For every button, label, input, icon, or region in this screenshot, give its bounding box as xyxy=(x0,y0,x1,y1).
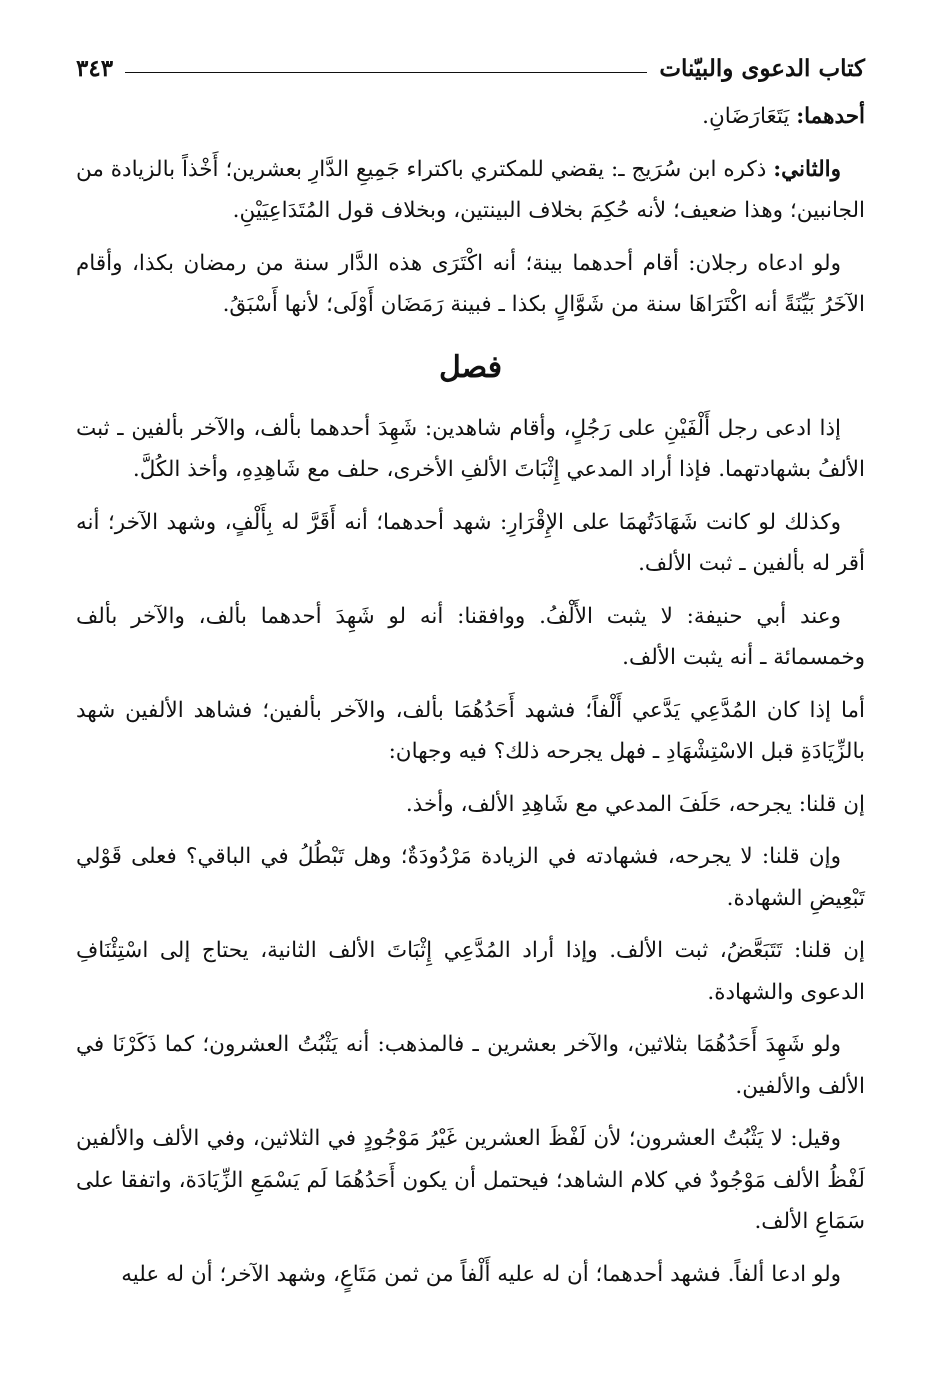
paragraph-text: وإن قلنا: لا يجرحه، فشهادته في الزيادة مَرْدُودَةٌ؛ وهل تَبْطُلُ في الباقي؟ فعلى قَوْلي تَبْعِيضِ الشهادة. xyxy=(76,844,865,911)
paragraph xyxy=(76,149,865,232)
paragraph xyxy=(76,596,865,679)
paragraph-text: وقيل: لا يَثْبُتُ العشرون؛ لأن لَفْظَ العشرين غَيْرُ مَوْجُودٍ في الثلاثين، وفي الألف والألفين لَفْظُ الألف مَوْجُودٌ في كلام الشاهد؛ فيحتمل أن يكون أَحَدُهُمَا لَم يَسْمَعِ الزِّيَادَة، واتفقا على سَمَاعِ الألف. xyxy=(76,1126,865,1234)
paragraph xyxy=(76,502,865,585)
book-title: كتاب الدعوى والبيّنات xyxy=(659,54,865,82)
paragraph-text: ولو ادعا ألفاً. فشهد أحدهما؛ أن له عليه أَلْفاً من ثمن مَتَاعٍ، وشهد الآخر؛ أن له عليه xyxy=(121,1261,841,1287)
paragraph xyxy=(76,96,865,138)
paragraph-text: إن قلنا: يجرحه، حَلَفَ المدعي مع شَاهِدِ الألف، وأخذ. xyxy=(405,791,865,817)
paragraph-text: يَتَعَارَضَانِ. xyxy=(702,104,797,129)
header-rule xyxy=(125,72,647,73)
paragraph xyxy=(76,1118,865,1243)
paragraph-lead: أحدهما: xyxy=(796,104,865,129)
paragraph xyxy=(76,1024,865,1107)
paragraph-text: ولو شَهِدَ أَحَدُهُمَا بثلاثين، والآخر بعشرين ـ فالمذهب: أنه يَثْبُتُ العشرون؛ كما ذَكَرْنَا في الألف والألفين. xyxy=(76,1032,865,1099)
paragraph xyxy=(76,690,865,773)
paragraph-text: وعند أبي حنيفة: لا يثبت الأَلْفُ. ووافقنا: أنه لو شَهِدَ أحدهما بألف، والآخر بألف وخمسمائة ـ أنه يثبت الألف. xyxy=(76,603,865,670)
paragraph xyxy=(76,243,865,326)
paragraph-lead: والثاني: xyxy=(773,156,841,182)
paragraph-text: ذكره ابن سُرَيج ـ: يقضي للمكتري باكتراء جَمِيعِ الدَّارِ بعشرين؛ أَخْذاً بالزيادة من الجانبين؛ وهذا ضعيف؛ لأنه حُكِمَ بخلاف البينتين، وبخلاف قول المُتَدَاعِيَيْنِ. xyxy=(76,156,865,223)
page-number: ٣٤٣ xyxy=(76,54,114,82)
paragraph xyxy=(76,784,865,826)
running-header xyxy=(76,52,865,84)
paragraph-text: إذا ادعى رجل أَلْفَيْنِ على رَجُلٍ، وأقام شاهدين: شَهِدَ أحدهما بألف، والآخر بألفين ـ ثبت الألفُ بشهادتهما. فإذا أراد المدعي إِثْبَاتَ الألفِ الأخرى، حلف مع شَاهِدِهِ، وأخذ الكُلَّ. xyxy=(76,415,865,482)
paragraph xyxy=(76,930,865,1013)
paragraph xyxy=(76,1254,865,1296)
paragraph-text: وكذلك لو كانت شَهَادَتُهمَا على الإِقْرَارِ: شهد أحدهما؛ أنه أَقَرَّ له بِأَلْفٍ، وشهد الآخر؛ أنه أقر له بألفين ـ ثبت الألف. xyxy=(76,509,865,576)
paragraph-text: ولو ادعاه رجلان: أقام أحدهما بينة؛ أنه اكْتَرَى هذه الدَّار سنة من رمضان بكذا، وأقام الآخَرُ بَيِّنَةً أنه اكْتَرَاهَا سنة من شَوَّالٍ بكذا ـ فبينة رَمَضَان أَوْلَى؛ لأنها أَسْبَقُ. xyxy=(76,250,865,317)
paragraph xyxy=(76,836,865,919)
paragraph-text: أما إذا كان المُدَّعِي يَدَّعي أَلْفاً؛ فشهد أَحَدُهُمَا بألف، والآخر بألفين؛ فشاهد الألفين شهد بالزِّيَادَةِ قبل الاسْتِشْهَادِ ـ فهل يجرحه ذلك؟ فيه وجهان: xyxy=(76,697,865,764)
paragraph-text: إن قلنا: تَتَبَعَّضُ، ثبت الألف. وإذا أراد المُدَّعِي إِثْبَاتَ الألف الثانية، يحتاج إلى اسْتِئْنَافِ الدعوى والشهادة. xyxy=(76,938,865,1005)
section-heading: فصل xyxy=(438,349,503,385)
paragraph xyxy=(76,408,865,491)
page-body xyxy=(76,96,865,1306)
